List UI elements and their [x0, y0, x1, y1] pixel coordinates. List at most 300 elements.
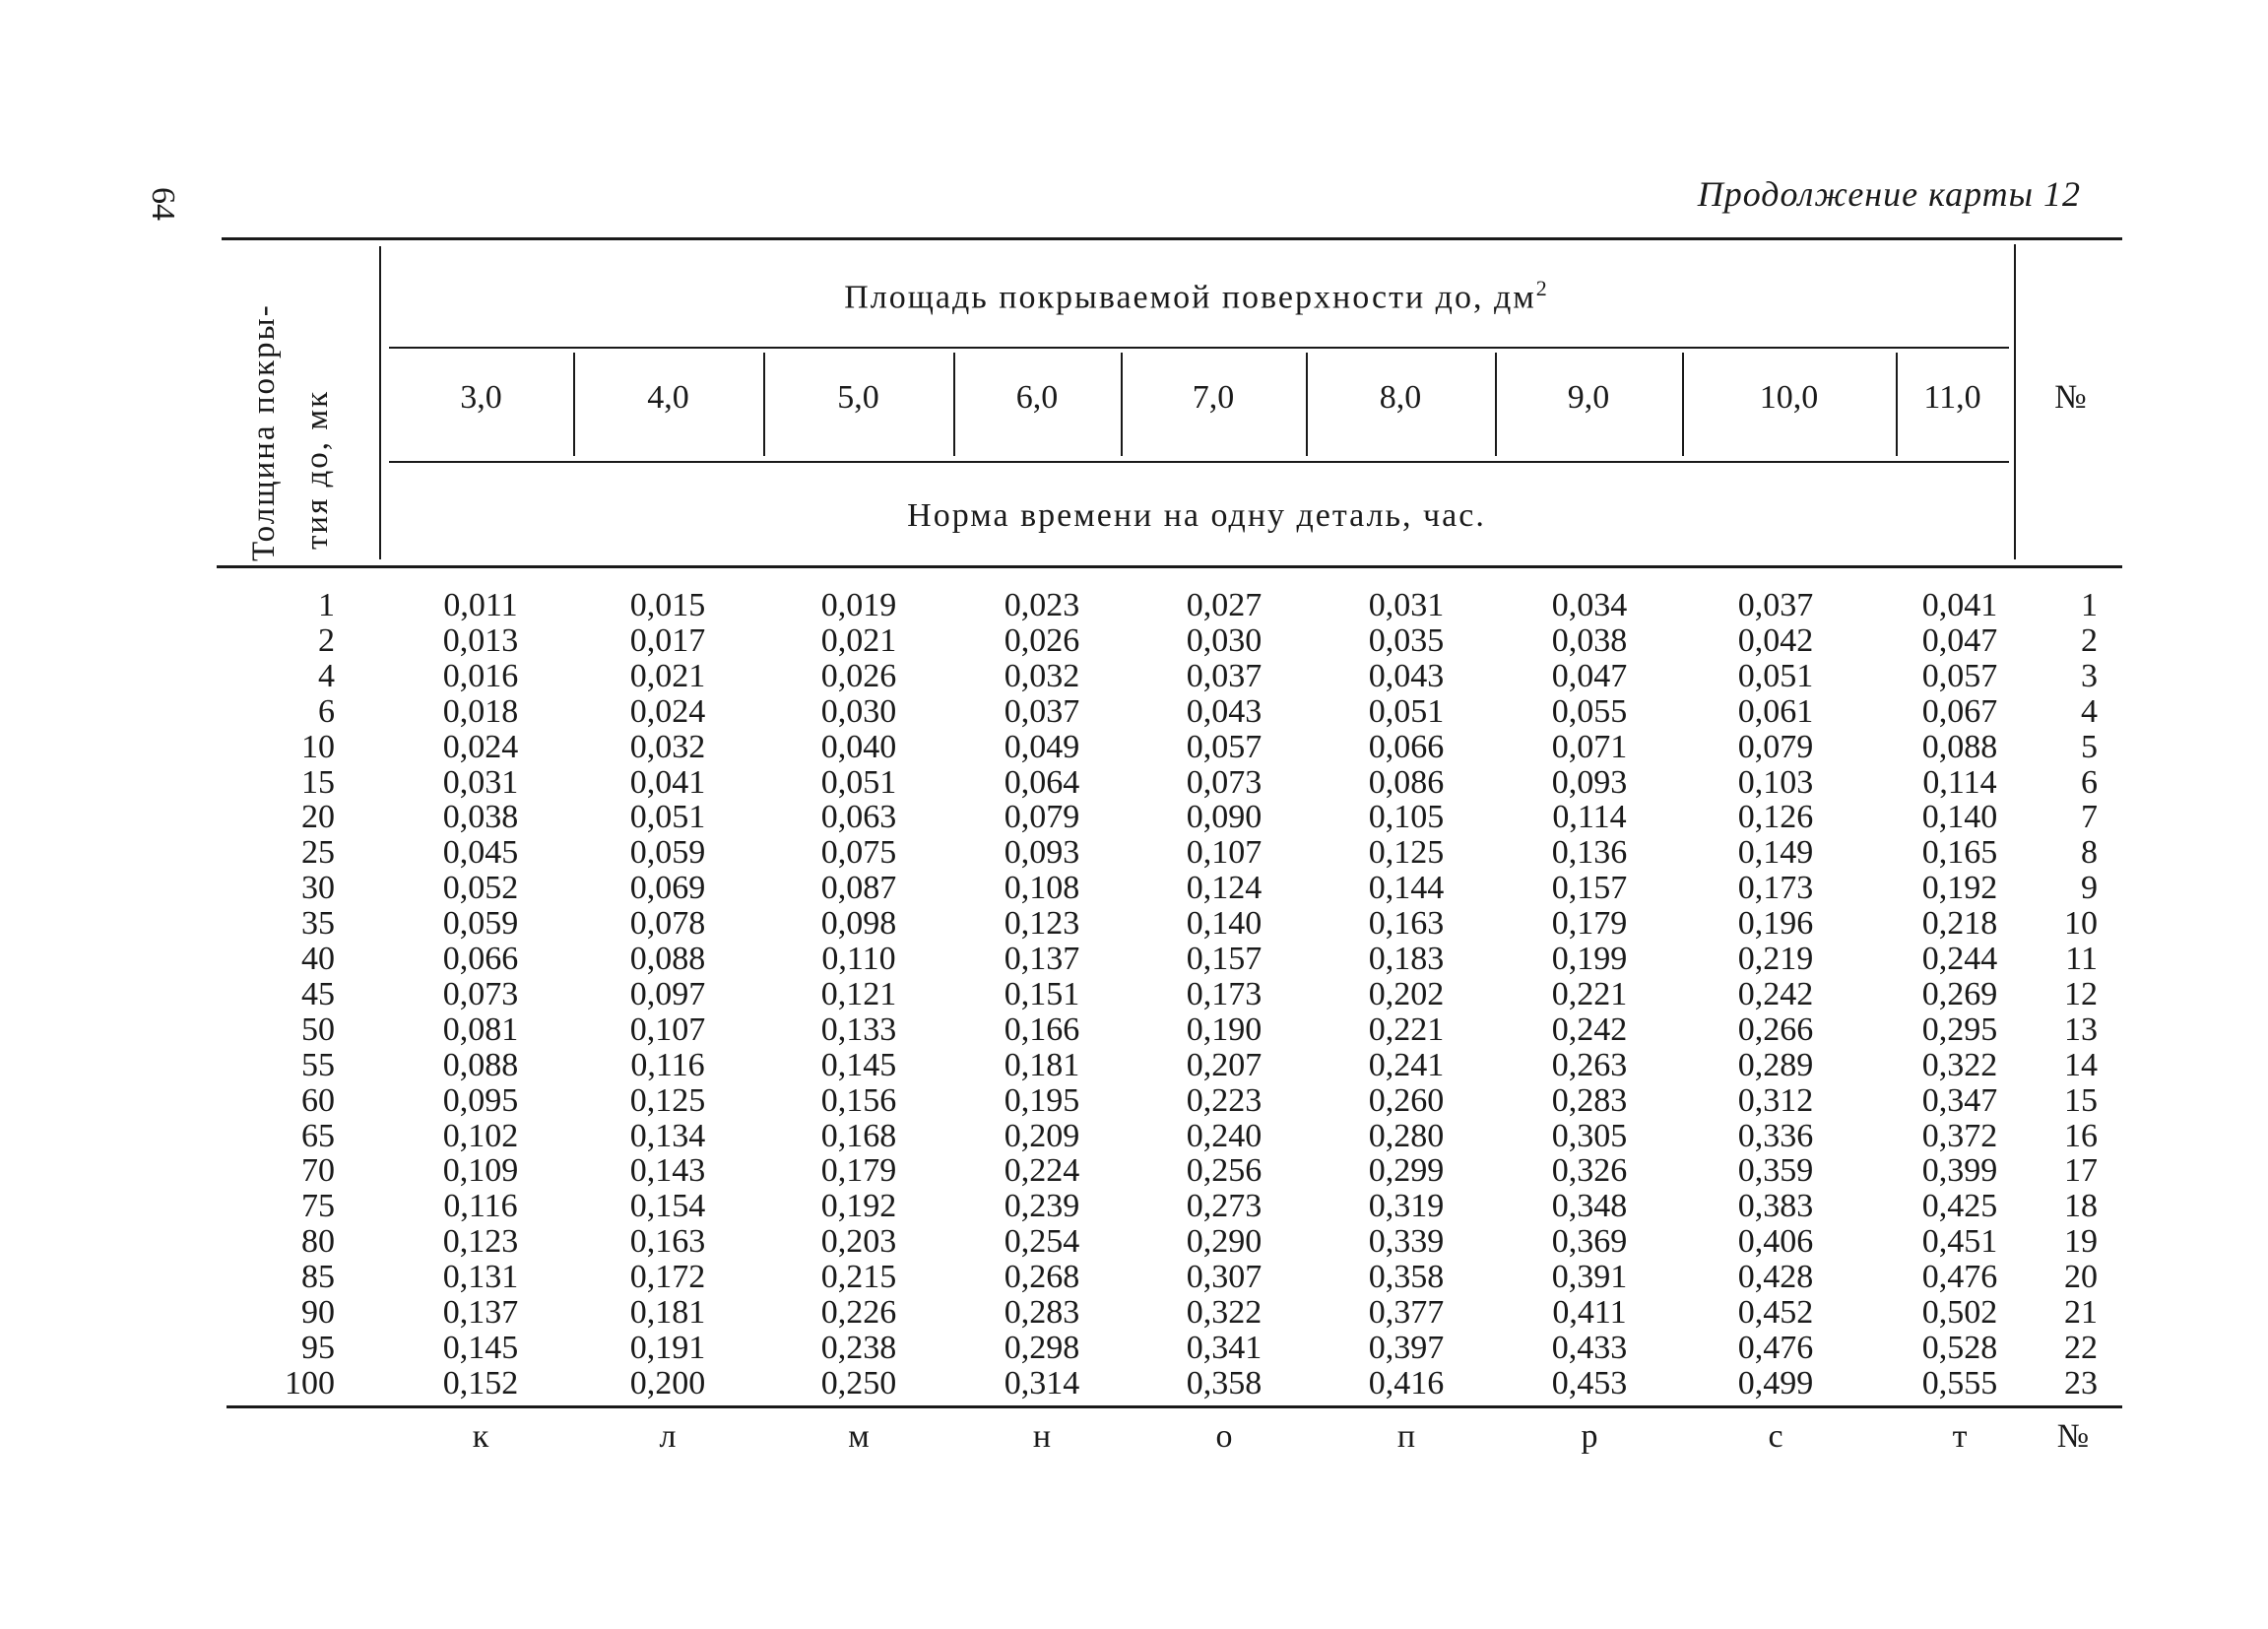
time-value-cell: 0,051 — [820, 763, 897, 801]
thickness-cell: 20 — [301, 799, 335, 836]
time-value-cell: 0,045 — [442, 834, 519, 872]
table-row — [0, 1223, 2268, 1259]
time-value-cell: 0,064 — [1004, 763, 1080, 801]
time-value-cell: 0,326 — [1551, 1152, 1628, 1190]
time-value-cell: 0,289 — [1737, 1046, 1814, 1083]
time-value-cell: 0,163 — [1368, 905, 1445, 943]
time-value-cell: 0,066 — [442, 941, 519, 977]
row-number-cell: 8 — [2081, 834, 2098, 872]
time-value-cell: 0,013 — [442, 621, 519, 659]
table-row — [0, 1365, 2268, 1401]
time-value-cell: 0,041 — [629, 763, 706, 801]
time-value-cell: 0,250 — [820, 1364, 897, 1401]
area-column-header: 10,0 — [1759, 379, 1819, 416]
time-value-cell: 0,179 — [820, 1152, 897, 1190]
time-value-cell: 0,179 — [1551, 905, 1628, 943]
time-value-cell: 0,416 — [1368, 1364, 1445, 1401]
time-value-cell: 0,192 — [1921, 870, 1998, 907]
time-value-cell: 0,088 — [1921, 728, 1998, 765]
time-value-cell: 0,035 — [1368, 621, 1445, 659]
thickness-cell: 40 — [301, 941, 335, 977]
time-value-cell: 0,348 — [1551, 1188, 1628, 1225]
time-value-cell: 0,305 — [1551, 1117, 1628, 1154]
row-number-cell: 6 — [2081, 763, 2098, 801]
time-value-cell: 0,019 — [820, 587, 897, 623]
row-number-cell: 15 — [2064, 1081, 2098, 1119]
time-value-cell: 0,181 — [629, 1294, 706, 1331]
time-value-cell: 0,298 — [1004, 1329, 1080, 1366]
thickness-cell: 15 — [301, 763, 335, 801]
time-value-cell: 0,202 — [1368, 975, 1445, 1012]
table-row — [0, 799, 2268, 834]
thickness-cell: 35 — [301, 905, 335, 943]
thickness-cell: 75 — [301, 1188, 335, 1225]
time-value-cell: 0,088 — [629, 941, 706, 977]
time-value-cell: 0,087 — [820, 870, 897, 907]
time-value-cell: 0,154 — [629, 1188, 706, 1225]
time-value-cell: 0,195 — [1004, 1081, 1080, 1119]
row-number-cell: 9 — [2081, 870, 2098, 907]
time-value-cell: 0,260 — [1368, 1081, 1445, 1119]
time-value-cell: 0,183 — [1368, 941, 1445, 977]
row-number-cell: 4 — [2081, 692, 2098, 730]
time-value-cell: 0,123 — [442, 1223, 519, 1261]
time-value-cell: 0,116 — [630, 1046, 705, 1083]
column-letter: п — [1396, 1418, 1416, 1455]
time-value-cell: 0,137 — [442, 1294, 519, 1331]
header-bottom-rule — [217, 565, 2122, 568]
time-value-cell: 0,090 — [1186, 799, 1263, 836]
time-value-cell: 0,103 — [1737, 763, 1814, 801]
row-number-cell: 21 — [2064, 1294, 2098, 1331]
time-value-cell: 0,037 — [1004, 692, 1080, 730]
column-letter: с — [1768, 1418, 1783, 1455]
time-value-cell: 0,203 — [820, 1223, 897, 1261]
time-value-cell: 0,126 — [1737, 799, 1814, 836]
time-value-cell: 0,063 — [820, 799, 897, 836]
table-row — [0, 764, 2268, 800]
time-value-cell: 0,254 — [1004, 1223, 1080, 1261]
time-value-cell: 0,244 — [1921, 941, 1998, 977]
time-value-cell: 0,555 — [1921, 1364, 1998, 1401]
time-value-cell: 0,123 — [1004, 905, 1080, 943]
time-value-cell: 0,079 — [1737, 728, 1814, 765]
time-value-cell: 0,336 — [1737, 1117, 1814, 1154]
time-value-cell: 0,017 — [629, 621, 706, 659]
time-value-cell: 0,369 — [1551, 1223, 1628, 1261]
time-value-cell: 0,181 — [1004, 1046, 1080, 1083]
row-number-cell: 5 — [2081, 728, 2098, 765]
time-value-cell: 0,026 — [1004, 621, 1080, 659]
time-value-cell: 0,377 — [1368, 1294, 1445, 1331]
time-value-cell: 0,372 — [1921, 1117, 1998, 1154]
time-value-cell: 0,224 — [1004, 1152, 1080, 1190]
time-value-cell: 0,059 — [442, 905, 519, 943]
time-value-cell: 0,269 — [1921, 975, 1998, 1012]
time-value-cell: 0,032 — [1004, 657, 1080, 694]
time-value-cell: 0,011 — [443, 587, 518, 623]
time-value-cell: 0,476 — [1921, 1259, 1998, 1296]
time-value-cell: 0,037 — [1186, 657, 1263, 694]
table-row — [0, 941, 2268, 976]
time-value-cell: 0,406 — [1737, 1223, 1814, 1261]
row-number-cell: 2 — [2081, 621, 2098, 659]
time-value-cell: 0,030 — [820, 692, 897, 730]
time-value-cell: 0,341 — [1186, 1329, 1263, 1366]
thickness-cell: 2 — [318, 621, 335, 659]
time-value-cell: 0,124 — [1186, 870, 1263, 907]
row-number-cell: 11 — [2065, 941, 2098, 977]
table-row — [0, 905, 2268, 941]
time-value-cell: 0,107 — [629, 1010, 706, 1048]
table-row — [0, 976, 2268, 1011]
time-value-cell: 0,191 — [629, 1329, 706, 1366]
time-value-cell: 0,018 — [442, 692, 519, 730]
time-value-cell: 0,312 — [1737, 1081, 1814, 1119]
area-title-text: Площадь покрываемой поверхности до, дм — [844, 279, 1536, 316]
time-value-cell: 0,134 — [629, 1117, 706, 1154]
area-top-rule — [389, 347, 2009, 349]
time-value-cell: 0,037 — [1737, 587, 1814, 623]
time-value-cell: 0,383 — [1737, 1188, 1814, 1225]
table-row — [0, 1047, 2268, 1082]
time-value-cell: 0,266 — [1737, 1010, 1814, 1048]
time-value-cell: 0,200 — [629, 1364, 706, 1401]
time-value-cell: 0,032 — [629, 728, 706, 765]
time-value-cell: 0,314 — [1004, 1364, 1080, 1401]
time-value-cell: 0,528 — [1921, 1329, 1998, 1366]
time-value-cell: 0,268 — [1004, 1259, 1080, 1296]
continuation-title: Продолжение карты 12 — [1697, 174, 2081, 214]
time-value-cell: 0,098 — [820, 905, 897, 943]
time-value-cell: 0,145 — [442, 1329, 519, 1366]
time-value-cell: 0,451 — [1921, 1223, 1998, 1261]
time-value-cell: 0,133 — [820, 1010, 897, 1048]
column-letter: т — [1952, 1418, 1968, 1455]
time-value-cell: 0,057 — [1186, 728, 1263, 765]
time-value-cell: 0,173 — [1186, 975, 1263, 1012]
thickness-cell: 4 — [318, 657, 335, 694]
time-value-cell: 0,358 — [1368, 1259, 1445, 1296]
thickness-cell: 65 — [301, 1117, 335, 1154]
area-title — [384, 276, 2009, 316]
time-value-cell: 0,108 — [1004, 870, 1080, 907]
time-value-cell: 0,140 — [1921, 799, 1998, 836]
time-value-cell: 0,043 — [1368, 657, 1445, 694]
time-value-cell: 0,059 — [629, 834, 706, 872]
time-value-cell: 0,295 — [1921, 1010, 1998, 1048]
time-value-cell: 0,256 — [1186, 1152, 1263, 1190]
table-row — [0, 587, 2268, 622]
time-value-cell: 0,163 — [629, 1223, 706, 1261]
time-value-cell: 0,391 — [1551, 1259, 1628, 1296]
time-value-cell: 0,242 — [1737, 975, 1814, 1012]
time-value-cell: 0,452 — [1737, 1294, 1814, 1331]
area-bottom-rule — [389, 461, 2009, 463]
time-value-cell: 0,476 — [1737, 1329, 1814, 1366]
table-row — [0, 870, 2268, 905]
thickness-cell: 10 — [301, 728, 335, 765]
time-value-cell: 0,051 — [1737, 657, 1814, 694]
footer-number: № — [2056, 1418, 2090, 1455]
time-value-cell: 0,061 — [1737, 692, 1814, 730]
row-number-cell: 19 — [2064, 1223, 2098, 1261]
time-value-cell: 0,149 — [1737, 834, 1814, 872]
time-value-cell: 0,114 — [1922, 763, 1997, 801]
time-value-cell: 0,102 — [442, 1117, 519, 1154]
time-value-cell: 0,069 — [629, 870, 706, 907]
row-number-cell: 13 — [2064, 1010, 2098, 1048]
time-value-cell: 0,283 — [1551, 1081, 1628, 1119]
thickness-cell: 50 — [301, 1010, 335, 1048]
row-number-cell: 18 — [2064, 1188, 2098, 1225]
table-row — [0, 1188, 2268, 1223]
time-value-cell: 0,031 — [1368, 587, 1445, 623]
thickness-cell: 100 — [285, 1364, 335, 1401]
time-value-cell: 0,453 — [1551, 1364, 1628, 1401]
time-value-cell: 0,221 — [1368, 1010, 1445, 1048]
time-value-cell: 0,152 — [442, 1364, 519, 1401]
time-value-cell: 0,027 — [1186, 587, 1263, 623]
time-value-cell: 0,136 — [1551, 834, 1628, 872]
area-column-header: 4,0 — [647, 379, 689, 416]
area-column-header: 9,0 — [1567, 379, 1610, 416]
time-value-cell: 0,095 — [442, 1081, 519, 1119]
time-value-cell: 0,156 — [820, 1081, 897, 1119]
time-value-cell: 0,047 — [1551, 657, 1628, 694]
time-value-cell: 0,042 — [1737, 621, 1814, 659]
time-value-cell: 0,079 — [1004, 799, 1080, 836]
area-column-header: 8,0 — [1379, 379, 1422, 416]
time-value-cell: 0,190 — [1186, 1010, 1263, 1048]
thickness-cell: 45 — [301, 975, 335, 1012]
row-number-cell: 10 — [2064, 905, 2098, 943]
time-value-cell: 0,047 — [1921, 621, 1998, 659]
time-value-cell: 0,067 — [1921, 692, 1998, 730]
time-value-cell: 0,093 — [1004, 834, 1080, 872]
row-number-cell: 20 — [2064, 1259, 2098, 1296]
time-value-cell: 0,433 — [1551, 1329, 1628, 1366]
time-value-cell: 0,196 — [1737, 905, 1814, 943]
time-value-cell: 0,031 — [442, 763, 519, 801]
column-letter: к — [472, 1418, 489, 1455]
time-value-cell: 0,038 — [442, 799, 519, 836]
time-value-cell: 0,051 — [629, 799, 706, 836]
time-value-cell: 0,411 — [1552, 1294, 1627, 1331]
time-value-cell: 0,144 — [1368, 870, 1445, 907]
column-letter: о — [1215, 1418, 1233, 1455]
area-column-header: 5,0 — [837, 379, 879, 416]
time-value-cell: 0,307 — [1186, 1259, 1263, 1296]
time-value-cell: 0,239 — [1004, 1188, 1080, 1225]
time-value-cell: 0,242 — [1551, 1010, 1628, 1048]
time-value-cell: 0,399 — [1921, 1152, 1998, 1190]
thickness-cell: 55 — [301, 1046, 335, 1083]
time-value-cell: 0,078 — [629, 905, 706, 943]
time-value-cell: 0,219 — [1737, 941, 1814, 977]
time-value-cell: 0,240 — [1186, 1117, 1263, 1154]
area-unit-sup: 2 — [1535, 276, 1549, 300]
time-value-cell: 0,041 — [1921, 587, 1998, 623]
time-value-cell: 0,145 — [820, 1046, 897, 1083]
time-value-cell: 0,226 — [820, 1294, 897, 1331]
column-letter: н — [1032, 1418, 1052, 1455]
time-value-cell: 0,238 — [820, 1329, 897, 1366]
table-row — [0, 622, 2268, 658]
time-value-cell: 0,023 — [1004, 587, 1080, 623]
time-value-cell: 0,086 — [1368, 763, 1445, 801]
time-value-cell: 0,073 — [1186, 763, 1263, 801]
time-value-cell: 0,263 — [1551, 1046, 1628, 1083]
time-value-cell: 0,241 — [1368, 1046, 1445, 1083]
row-number-cell: 22 — [2064, 1329, 2098, 1366]
time-value-cell: 0,199 — [1551, 941, 1628, 977]
area-column-header: 6,0 — [1015, 379, 1059, 416]
time-value-cell: 0,166 — [1004, 1010, 1080, 1048]
row-number-cell: 1 — [2081, 587, 2098, 623]
time-value-cell: 0,024 — [442, 728, 519, 765]
time-value-cell: 0,168 — [820, 1117, 897, 1154]
time-value-cell: 0,280 — [1368, 1117, 1445, 1154]
thickness-cell: 90 — [301, 1294, 335, 1331]
time-value-cell: 0,038 — [1551, 621, 1628, 659]
time-value-cell: 0,322 — [1186, 1294, 1263, 1331]
time-value-cell: 0,034 — [1551, 587, 1628, 623]
time-value-cell: 0,283 — [1004, 1294, 1080, 1331]
time-value-cell: 0,131 — [442, 1259, 519, 1296]
time-value-cell: 0,110 — [821, 941, 896, 977]
time-value-cell: 0,209 — [1004, 1117, 1080, 1154]
table-row — [0, 693, 2268, 729]
time-value-cell: 0,397 — [1368, 1329, 1445, 1366]
time-value-cell: 0,502 — [1921, 1294, 1998, 1331]
time-value-cell: 0,114 — [1552, 799, 1627, 836]
time-value-cell: 0,030 — [1186, 621, 1263, 659]
time-value-cell: 0,081 — [442, 1010, 519, 1048]
time-value-cell: 0,425 — [1921, 1188, 1998, 1225]
time-value-cell: 0,097 — [629, 975, 706, 1012]
row-number-cell: 14 — [2064, 1046, 2098, 1083]
table-row — [0, 1330, 2268, 1365]
area-column-header: 7,0 — [1192, 379, 1235, 416]
time-value-cell: 0,051 — [1368, 692, 1445, 730]
time-value-cell: 0,107 — [1186, 834, 1263, 872]
time-value-cell: 0,192 — [820, 1188, 897, 1225]
time-value-cell: 0,273 — [1186, 1188, 1263, 1225]
time-value-cell: 0,105 — [1368, 799, 1445, 836]
time-value-cell: 0,157 — [1551, 870, 1628, 907]
table-row — [0, 1294, 2268, 1330]
row-number-cell: 3 — [2081, 657, 2098, 694]
table-row — [0, 658, 2268, 693]
time-value-cell: 0,339 — [1368, 1223, 1445, 1261]
time-value-cell: 0,121 — [820, 975, 897, 1012]
time-value-cell: 0,173 — [1737, 870, 1814, 907]
table-row — [0, 1011, 2268, 1047]
time-value-cell: 0,024 — [629, 692, 706, 730]
time-value-cell: 0,322 — [1921, 1046, 1998, 1083]
time-value-cell: 0,290 — [1186, 1223, 1263, 1261]
time-value-cell: 0,143 — [629, 1152, 706, 1190]
time-value-cell: 0,109 — [442, 1152, 519, 1190]
number-header: № — [2054, 379, 2087, 416]
time-value-cell: 0,157 — [1186, 941, 1263, 977]
time-value-cell: 0,207 — [1186, 1046, 1263, 1083]
time-value-cell: 0,221 — [1551, 975, 1628, 1012]
thickness-cell: 95 — [301, 1329, 335, 1366]
thickness-cell: 1 — [318, 587, 335, 623]
time-value-cell: 0,165 — [1921, 834, 1998, 872]
thickness-cell: 70 — [301, 1152, 335, 1190]
thickness-cell: 80 — [301, 1223, 335, 1261]
time-value-cell: 0,172 — [629, 1259, 706, 1296]
time-value-cell: 0,021 — [820, 621, 897, 659]
thickness-cell: 6 — [318, 692, 335, 730]
time-value-cell: 0,218 — [1921, 905, 1998, 943]
time-value-cell: 0,066 — [1368, 728, 1445, 765]
area-column-header: 3,0 — [460, 379, 502, 416]
time-value-cell: 0,057 — [1921, 657, 1998, 694]
time-value-cell: 0,015 — [629, 587, 706, 623]
row-number-cell: 16 — [2064, 1117, 2098, 1154]
time-value-cell: 0,140 — [1186, 905, 1263, 943]
thickness-cell: 60 — [301, 1081, 335, 1119]
time-value-cell: 0,093 — [1551, 763, 1628, 801]
time-value-cell: 0,026 — [820, 657, 897, 694]
time-value-cell: 0,428 — [1737, 1259, 1814, 1296]
page-number: 64 — [145, 187, 181, 221]
thickness-header-line-1: Толщина покры- — [246, 303, 282, 561]
time-value-cell: 0,223 — [1186, 1081, 1263, 1119]
time-value-cell: 0,499 — [1737, 1364, 1814, 1401]
time-value-cell: 0,116 — [443, 1188, 518, 1225]
time-value-cell: 0,043 — [1186, 692, 1263, 730]
time-value-cell: 0,359 — [1737, 1152, 1814, 1190]
time-value-cell: 0,299 — [1368, 1152, 1445, 1190]
time-value-cell: 0,125 — [629, 1081, 706, 1119]
column-letter: л — [659, 1418, 677, 1455]
row-number-cell: 23 — [2064, 1364, 2098, 1401]
time-value-cell: 0,049 — [1004, 728, 1080, 765]
thickness-cell: 85 — [301, 1259, 335, 1296]
time-value-cell: 0,358 — [1186, 1364, 1263, 1401]
area-column-header: 11,0 — [1923, 379, 1981, 416]
time-value-cell: 0,151 — [1004, 975, 1080, 1012]
column-letter: м — [848, 1418, 870, 1455]
column-letter: р — [1581, 1418, 1598, 1455]
header-right-divider — [2014, 244, 2016, 559]
time-title: Норма времени на одну деталь, час. — [907, 497, 1486, 534]
row-number-cell: 17 — [2064, 1152, 2098, 1190]
time-value-cell: 0,319 — [1368, 1188, 1445, 1225]
time-value-cell: 0,071 — [1551, 728, 1628, 765]
time-value-cell: 0,075 — [820, 834, 897, 872]
time-value-cell: 0,016 — [442, 657, 519, 694]
row-number-cell: 7 — [2081, 799, 2098, 836]
time-value-cell: 0,125 — [1368, 834, 1445, 872]
time-value-cell: 0,347 — [1921, 1081, 1998, 1119]
table-row — [0, 1259, 2268, 1294]
table-bottom-rule — [227, 1405, 2122, 1408]
table-row — [0, 1118, 2268, 1153]
time-value-cell: 0,088 — [442, 1046, 519, 1083]
time-value-cell: 0,073 — [442, 975, 519, 1012]
table-row — [0, 834, 2268, 870]
time-value-cell: 0,137 — [1004, 941, 1080, 977]
table-row — [0, 1082, 2268, 1118]
time-value-cell: 0,215 — [820, 1259, 897, 1296]
table-row — [0, 1152, 2268, 1188]
